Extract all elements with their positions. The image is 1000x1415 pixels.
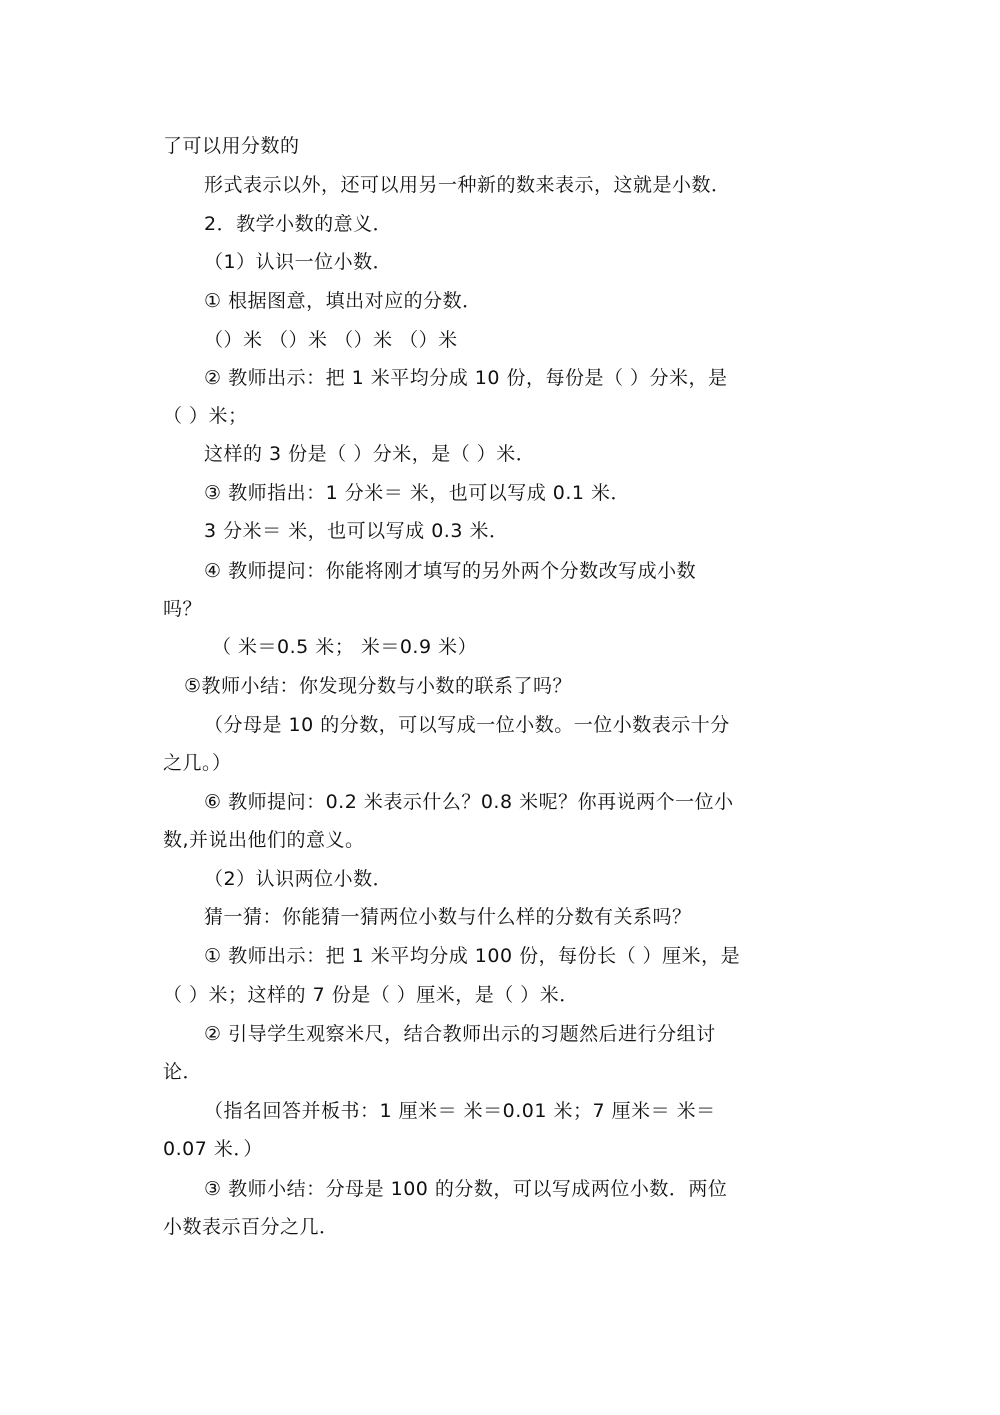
text-line: （ ）米；这样的 7 份是（ ）厘米，是（ ）米． (163, 984, 579, 1006)
text-line: 0.07 米．） (163, 1138, 263, 1160)
text-line: 这样的 3 份是（ ）分米，是（ ）米． (204, 443, 536, 465)
subsection-heading: （1）认识一位小数． (204, 251, 393, 273)
text-line: 小数表示百分之几． (163, 1216, 339, 1238)
text-line: （指名回答并板书：1 厘米＝ 米＝0.01 米；7 厘米＝ 米＝ (204, 1100, 716, 1122)
text-line: ② 教师出示：把 1 米平均分成 10 份，每份是（ ）分米，是 (204, 367, 728, 389)
subsection-heading: （2）认识两位小数． (204, 868, 393, 890)
text-line: （分母是 10 的分数，可以写成一位小数。一位小数表示十分 (204, 714, 730, 736)
text-line: （）米 （）米 （）米 （）米 (204, 329, 458, 351)
text-line: ① 教师出示：把 1 米平均分成 100 份，每份长（ ）厘米，是 (204, 945, 741, 967)
text-line: ③ 教师指出：1 分米＝ 米，也可以写成 0.1 米． (204, 482, 631, 504)
text-line: ⑤教师小结：你发现分数与小数的联系了吗？ (184, 675, 573, 697)
text-line: ③ 教师小结：分母是 100 的分数，可以写成两位小数．两位 (204, 1178, 728, 1200)
text-line: ① 根据图意，填出对应的分数． (204, 290, 482, 312)
text-line: 3 分米＝ 米，也可以写成 0.3 米． (204, 520, 509, 542)
text-line: ② 引导学生观察米尺，结合教师出示的习题然后进行分组讨 (204, 1023, 716, 1045)
text-line: 形式表示以外，还可以用另一种新的数来表示，这就是小数． (204, 174, 731, 196)
text-line: 数,并说出他们的意义。 (163, 829, 365, 851)
text-line: ④ 教师提问：你能将刚才填写的另外两个分数改写成小数 (204, 560, 697, 582)
text-line: ⑥ 教师提问：0.2 米表示什么？0.8 米呢？你再说两个一位小 (204, 791, 734, 813)
text-line: 了可以用分数的 (163, 135, 300, 157)
section-heading: 2．教学小数的意义． (204, 213, 393, 235)
text-line: （ ）米； (163, 405, 248, 427)
text-line: 猜一猜：你能猜一猜两位小数与什么样的分数有关系吗？ (204, 906, 692, 928)
text-line: 吗？ (163, 598, 203, 620)
text-line: 之几。） (163, 752, 232, 774)
text-line: 论． (163, 1061, 203, 1083)
text-line: （ 米＝0.5 米； 米＝0.9 米） (212, 636, 478, 658)
